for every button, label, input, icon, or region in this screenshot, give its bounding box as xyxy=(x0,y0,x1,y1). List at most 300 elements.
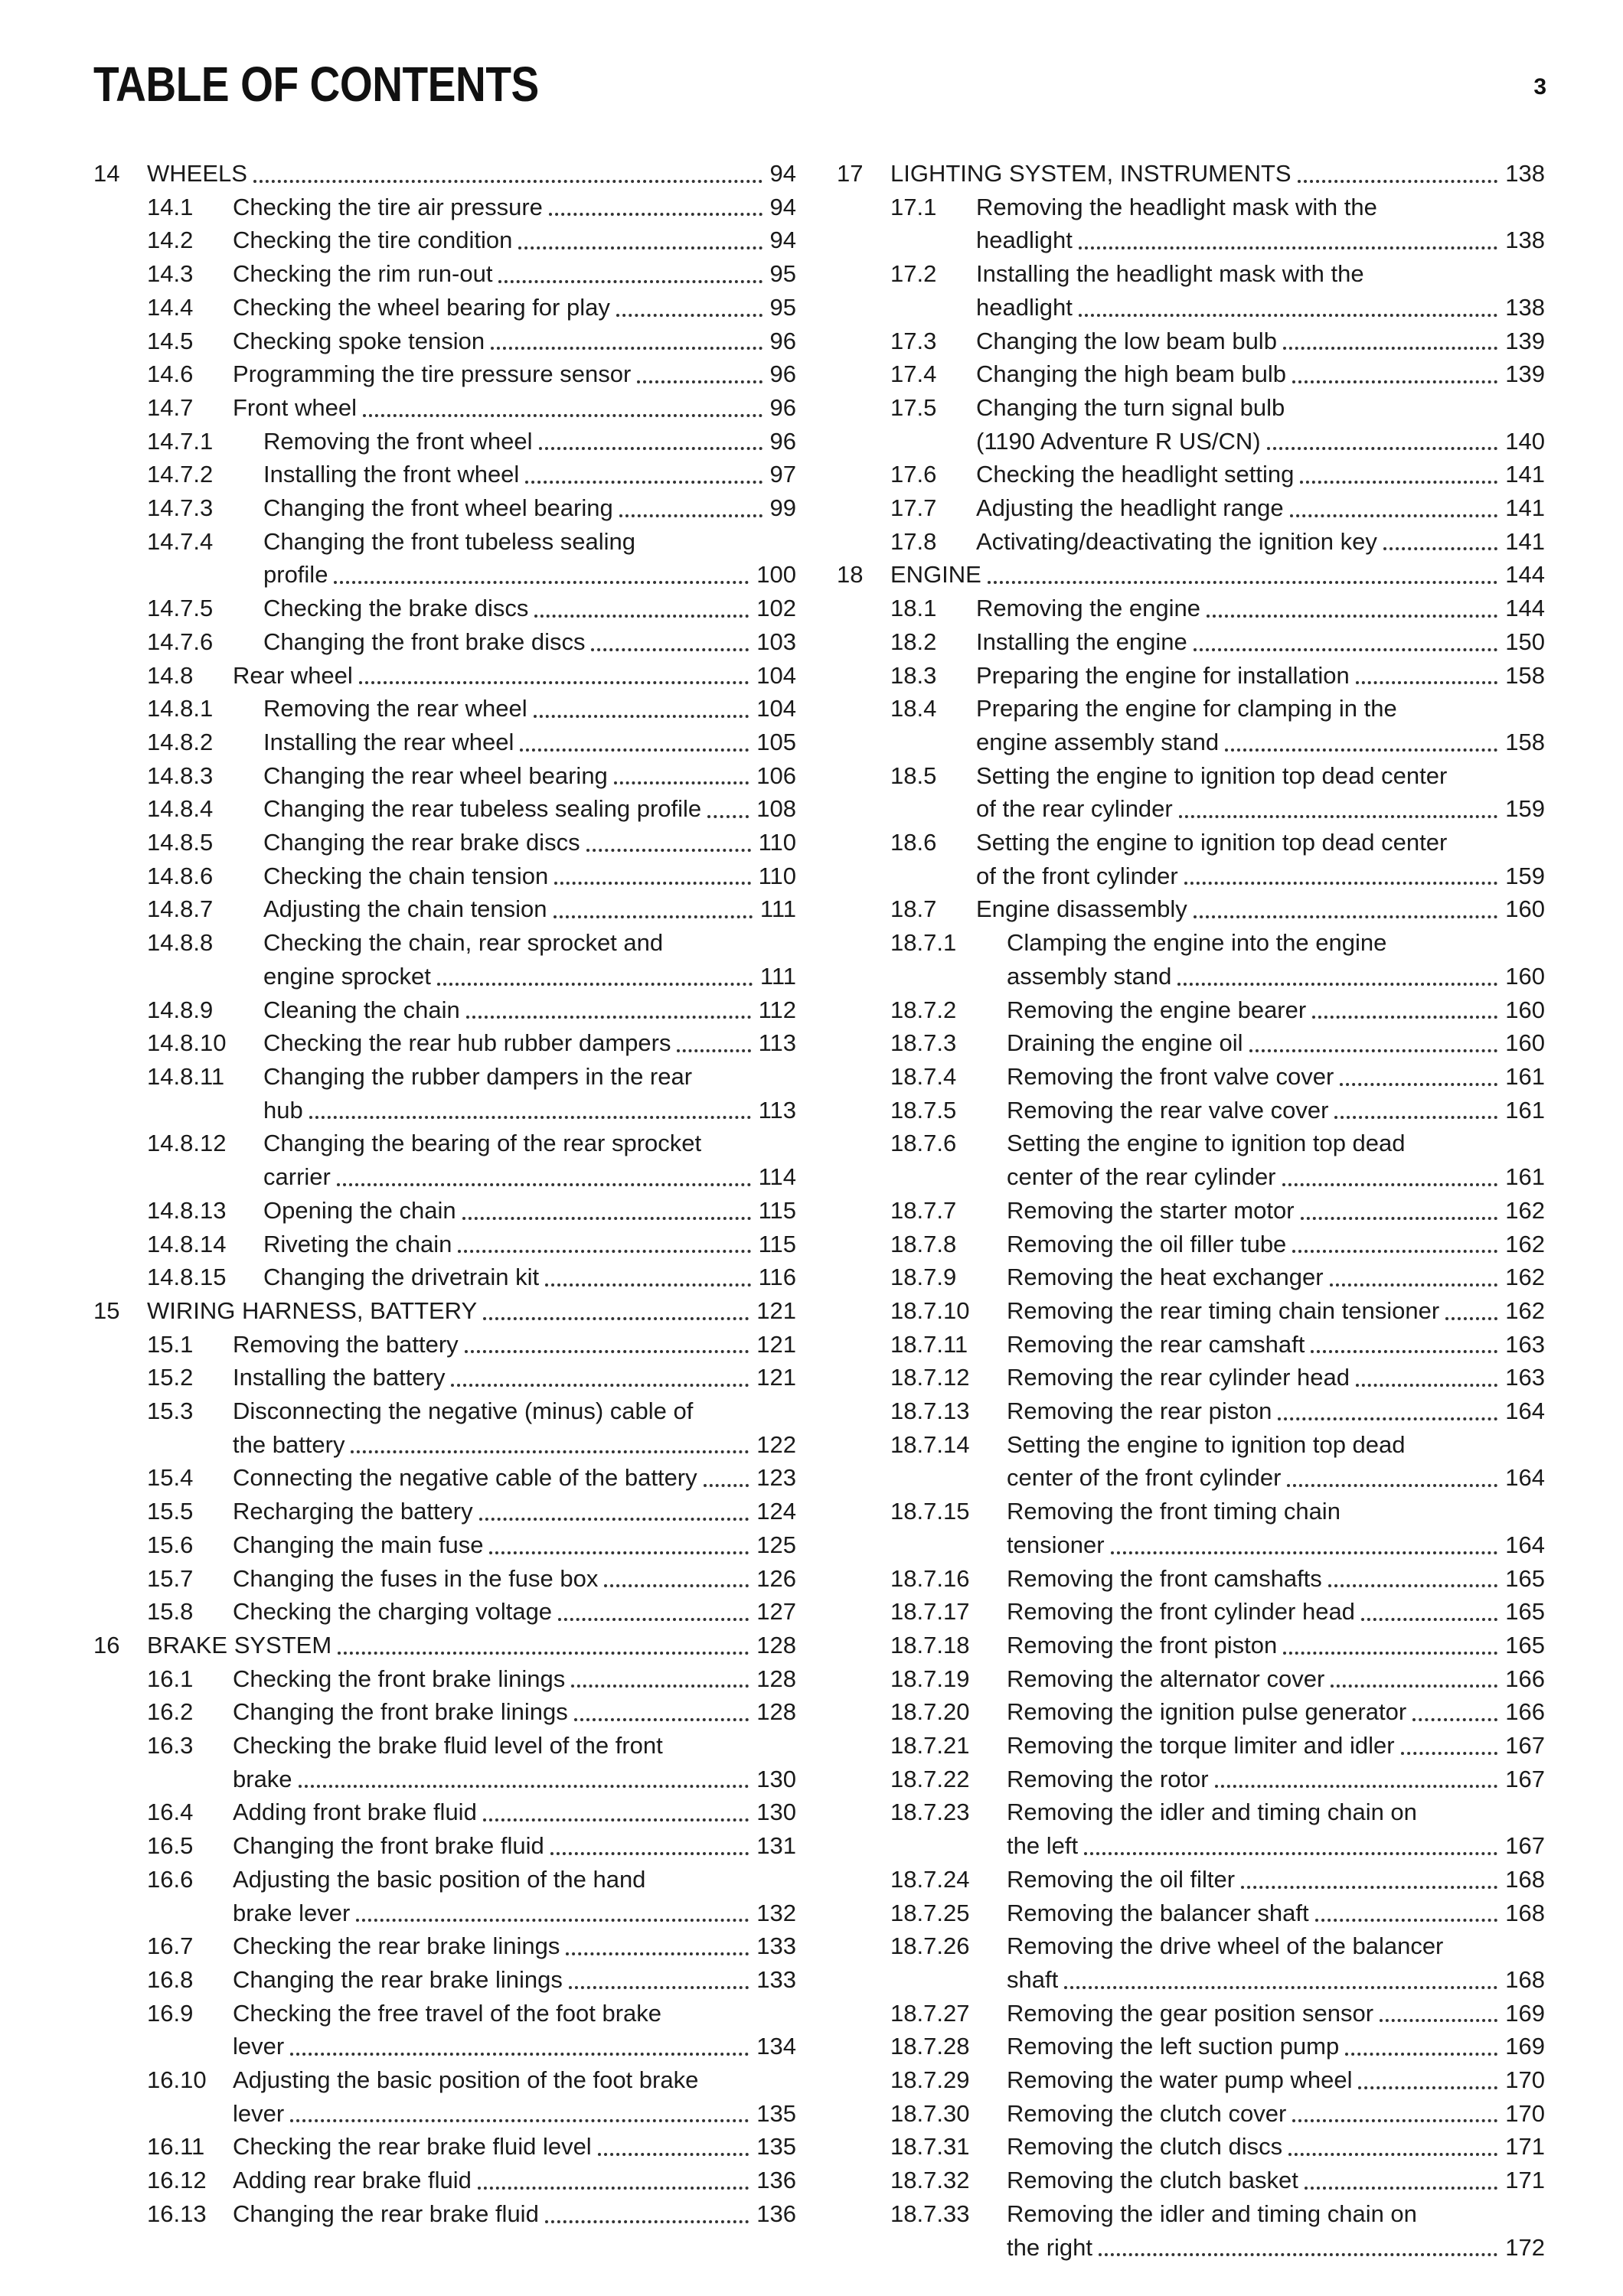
toc-entry[interactable] xyxy=(93,1060,796,1127)
toc-entry-page: 159 xyxy=(1505,795,1545,823)
dot-leader xyxy=(571,1684,749,1688)
toc-entry[interactable] xyxy=(837,357,1545,391)
toc-entry[interactable] xyxy=(93,1228,796,1261)
toc-entry-title: Changing the low beam bulb xyxy=(976,327,1277,354)
toc-entry-number: 14.7.6 xyxy=(147,628,214,655)
toc-entry-number: 18.2 xyxy=(890,628,937,655)
dot-leader xyxy=(1298,179,1498,183)
toc-entry-title: Removing the rear timing chain tensioner xyxy=(1007,1296,1440,1324)
toc-entry-number: 18.7.23 xyxy=(890,1799,970,1826)
toc-entry[interactable] xyxy=(837,1595,1545,1629)
toc-entry-page: 164 xyxy=(1505,1531,1545,1558)
dot-leader xyxy=(437,982,753,986)
dot-leader xyxy=(337,1182,751,1186)
toc-entry[interactable] xyxy=(93,325,796,358)
page-title: TABLE OF CONTENTS xyxy=(93,57,539,112)
toc-entry-number: 14 xyxy=(93,160,120,187)
toc-entry-number: 18.4 xyxy=(890,695,937,722)
toc-entry-number: 17.6 xyxy=(890,461,937,488)
toc-entry-number: 14.6 xyxy=(147,360,194,388)
toc-entry[interactable] xyxy=(93,1963,796,1997)
toc-entry-page: 165 xyxy=(1505,1564,1545,1592)
toc-entry[interactable] xyxy=(93,1729,796,1795)
toc-entry[interactable] xyxy=(837,257,1545,324)
toc-entry[interactable] xyxy=(93,458,796,491)
toc-entry-title: Removing the gear position sensor xyxy=(1007,1999,1374,2027)
dot-leader xyxy=(525,480,762,484)
toc-entry-title: Setting the engine to ignition top dead xyxy=(1007,1130,1406,1157)
toc-entry-page: 130 xyxy=(756,1799,796,1826)
toc-entry[interactable] xyxy=(93,1595,796,1629)
toc-entry[interactable] xyxy=(837,826,1545,892)
dot-leader xyxy=(1287,1483,1497,1487)
toc-entry[interactable] xyxy=(93,993,796,1027)
toc-entry-title: Preparing the engine for installation xyxy=(976,661,1350,689)
toc-entry-number: 14.7 xyxy=(147,393,194,421)
toc-entry-number: 18.7.13 xyxy=(890,1397,970,1425)
toc-entry[interactable] xyxy=(93,892,796,926)
toc-entry-number: 18.7 xyxy=(890,895,937,923)
dot-leader xyxy=(550,1851,749,1855)
dot-leader xyxy=(614,781,749,784)
toc-entry[interactable] xyxy=(837,2197,1545,2264)
dot-leader xyxy=(1267,446,1498,450)
toc-entry[interactable] xyxy=(837,2097,1545,2131)
toc-entry-title: Changing the front brake linings xyxy=(233,1698,568,1726)
toc-entry-page: 164 xyxy=(1505,1464,1545,1492)
dot-leader xyxy=(299,1784,749,1788)
toc-entry-title: Removing the engine xyxy=(976,595,1200,622)
toc-entry-number: 18.7.28 xyxy=(890,2033,970,2060)
toc-entry[interactable] xyxy=(837,892,1545,926)
toc-entry[interactable] xyxy=(93,1695,796,1729)
dot-leader xyxy=(1079,246,1497,249)
dot-leader xyxy=(704,1483,749,1487)
toc-entry-page: 132 xyxy=(756,1899,796,1926)
toc-entry-title: Adjusting the basic position of the hand xyxy=(233,1865,646,1893)
toc-entry-number: 16.5 xyxy=(147,1832,194,1860)
toc-entry[interactable] xyxy=(837,2063,1545,2097)
toc-entry-page: 122 xyxy=(756,1430,796,1458)
toc-entry[interactable] xyxy=(837,1361,1545,1394)
toc-entry[interactable] xyxy=(837,926,1545,993)
toc-entry[interactable] xyxy=(837,1026,1545,1060)
toc-entry-page: 112 xyxy=(758,996,796,1023)
toc-entry[interactable] xyxy=(837,625,1545,659)
dot-leader xyxy=(1401,1751,1498,1755)
dot-leader xyxy=(707,814,749,818)
toc-entry[interactable] xyxy=(837,1662,1545,1696)
toc-entry[interactable] xyxy=(93,926,796,993)
toc-entry-number: 18.7.29 xyxy=(890,2066,970,2094)
toc-entry[interactable] xyxy=(837,325,1545,358)
toc-entry-number: 16.13 xyxy=(147,2200,207,2227)
toc-entry[interactable] xyxy=(93,1929,796,1963)
toc-entry[interactable] xyxy=(93,1328,796,1362)
toc-entry-number: 18.7.6 xyxy=(890,1130,957,1157)
toc-entry-page: 161 xyxy=(1505,1096,1545,1124)
toc-entry-number: 18.7.15 xyxy=(890,1498,970,1525)
toc-entry-title: hub xyxy=(263,1096,303,1124)
toc-entry[interactable] xyxy=(93,1863,796,1929)
toc-entry-number: 16.9 xyxy=(147,1999,194,2027)
dot-leader xyxy=(1331,1684,1497,1688)
toc-entry-page: 166 xyxy=(1505,1698,1545,1726)
toc-entry[interactable] xyxy=(93,1528,796,1562)
toc-entry-number: 14.8.12 xyxy=(147,1130,227,1157)
dot-leader xyxy=(1315,1918,1498,1922)
toc-entry-page: 171 xyxy=(1505,2167,1545,2194)
toc-entry-page: 165 xyxy=(1505,1598,1545,1626)
toc-entry-number: 15.3 xyxy=(147,1397,194,1425)
toc-entry[interactable] xyxy=(837,2164,1545,2197)
toc-entry-number: 18.7.11 xyxy=(890,1330,968,1358)
toc-entry[interactable] xyxy=(837,458,1545,491)
toc-entry-page: 158 xyxy=(1505,661,1545,689)
toc-entry-number: 18.7.2 xyxy=(890,996,957,1023)
toc-entry-page: 121 xyxy=(756,1296,796,1324)
toc-entry-page: 96 xyxy=(769,427,796,455)
dot-leader xyxy=(1328,1583,1497,1587)
dot-leader xyxy=(549,212,763,216)
toc-entry-title: Preparing the engine for clamping in the xyxy=(976,695,1397,722)
toc-entry-page: 160 xyxy=(1505,996,1545,1023)
dot-leader xyxy=(1292,2118,1497,2122)
toc-entry-title: Installing the engine xyxy=(976,628,1187,655)
dot-leader xyxy=(338,1651,749,1655)
toc-entry[interactable] xyxy=(837,1428,1545,1495)
toc-entry-page: 169 xyxy=(1505,1999,1545,2027)
toc-entry-title: Removing the rear piston xyxy=(1007,1397,1272,1425)
toc-entry-title: Changing the front brake discs xyxy=(263,628,586,655)
dot-leader xyxy=(1292,1249,1497,1253)
toc-entry-number: 14.8.7 xyxy=(147,895,214,923)
toc-entry-number: 14.8.1 xyxy=(147,695,214,722)
toc-entry[interactable] xyxy=(837,1060,1545,1094)
toc-entry[interactable] xyxy=(93,1026,796,1060)
toc-entry-title: shaft xyxy=(1007,1965,1059,1993)
toc-entry-page: 133 xyxy=(756,1965,796,1993)
toc-entry-page: 136 xyxy=(756,2167,796,2194)
dot-leader xyxy=(518,246,762,249)
toc-entry-page: 121 xyxy=(756,1364,796,1391)
toc-entry-title: Removing the balancer shaft xyxy=(1007,1899,1309,1926)
toc-entry-page: 135 xyxy=(756,2099,796,2127)
dot-leader xyxy=(1111,1551,1498,1554)
toc-entry[interactable] xyxy=(837,1997,1545,2030)
toc-entry[interactable] xyxy=(837,157,1545,191)
toc-entry-number: 16.4 xyxy=(147,1799,194,1826)
dot-leader xyxy=(465,1349,749,1353)
toc-entry-page: 165 xyxy=(1505,1631,1545,1658)
toc-entry[interactable] xyxy=(93,2197,796,2231)
dot-leader xyxy=(1292,380,1497,383)
toc-entry-page: 126 xyxy=(756,1564,796,1592)
toc-entry[interactable] xyxy=(93,223,796,257)
dot-leader xyxy=(458,1249,750,1253)
toc-entry-page: 163 xyxy=(1505,1330,1545,1358)
dot-leader xyxy=(1445,1316,1497,1320)
toc-entry-number: 18.6 xyxy=(890,829,937,856)
toc-entry-title: Removing the clutch basket xyxy=(1007,2167,1298,2194)
toc-entry[interactable] xyxy=(93,2164,796,2197)
toc-entry-page: 115 xyxy=(758,1196,796,1224)
toc-entry-number: 17.4 xyxy=(890,360,937,388)
toc-entry[interactable] xyxy=(837,1228,1545,1261)
dot-leader xyxy=(491,346,762,350)
toc-entry-title: Removing the front cylinder head xyxy=(1007,1598,1355,1626)
toc-entry[interactable] xyxy=(837,191,1545,257)
toc-entry[interactable] xyxy=(837,1261,1545,1294)
toc-entry-number: 18.1 xyxy=(890,595,937,622)
toc-entry[interactable] xyxy=(837,592,1545,625)
toc-entry-title: Changing the front wheel bearing xyxy=(263,494,613,522)
toc-entry-page: 134 xyxy=(756,2033,796,2060)
toc-entry[interactable] xyxy=(93,191,796,224)
dot-leader xyxy=(558,1617,749,1621)
toc-entry-number: 15.4 xyxy=(147,1464,194,1492)
toc-entry-title: Checking spoke tension xyxy=(233,327,485,354)
toc-entry[interactable] xyxy=(93,1461,796,1495)
toc-entry[interactable] xyxy=(837,1695,1545,1729)
toc-entry-number: 18.7.3 xyxy=(890,1029,957,1057)
toc-entry-number: 16.8 xyxy=(147,1965,194,1993)
toc-entry[interactable] xyxy=(93,792,796,826)
toc-entry-title: Checking the headlight setting xyxy=(976,461,1295,488)
toc-entry-page: 96 xyxy=(769,360,796,388)
toc-entry[interactable] xyxy=(93,491,796,525)
toc-entry[interactable] xyxy=(837,1929,1545,1996)
toc-entry[interactable] xyxy=(837,1127,1545,1193)
dot-leader xyxy=(1084,1851,1497,1855)
toc-entry[interactable] xyxy=(837,993,1545,1027)
toc-entry-title: Removing the engine bearer xyxy=(1007,996,1307,1023)
toc-entry-title: Changing the bearing of the rear sprocket xyxy=(263,1130,702,1157)
toc-entry-number: 14.8.3 xyxy=(147,762,214,789)
toc-entry[interactable] xyxy=(93,692,796,726)
toc-entry-number: 17 xyxy=(837,160,864,187)
toc-entry[interactable] xyxy=(837,659,1545,693)
dot-leader xyxy=(591,647,749,651)
toc-entry[interactable] xyxy=(93,2130,796,2164)
toc-entry-page: 162 xyxy=(1505,1264,1545,1291)
dot-leader xyxy=(1356,1383,1497,1387)
toc-entry[interactable] xyxy=(837,1194,1545,1228)
toc-entry-title: Removing the water pump wheel xyxy=(1007,2066,1353,2094)
toc-entry-title: Removing the torque limiter and idler xyxy=(1007,1732,1395,1760)
toc-entry[interactable] xyxy=(837,1729,1545,1763)
toc-entry-title: Changing the front brake fluid xyxy=(233,1832,544,1860)
toc-entry[interactable] xyxy=(837,1495,1545,1561)
toc-entry-title: Engine disassembly xyxy=(976,895,1187,923)
toc-entry-page: 104 xyxy=(756,661,796,689)
toc-entry-number: 14.8.9 xyxy=(147,996,214,1023)
dot-leader xyxy=(1099,2252,1497,2256)
toc-entry[interactable] xyxy=(93,859,796,893)
toc-entry[interactable] xyxy=(93,1194,796,1228)
toc-entry[interactable] xyxy=(93,1662,796,1696)
toc-entry-number: 15.2 xyxy=(147,1364,194,1391)
toc-entry[interactable] xyxy=(93,525,796,592)
toc-entry-title: Changing the rear brake discs xyxy=(263,829,580,856)
toc-entry[interactable] xyxy=(93,2063,796,2130)
toc-entry-number: 14.8.6 xyxy=(147,862,214,889)
toc-entry-title: Removing the starter motor xyxy=(1007,1196,1295,1224)
toc-entry-number: 17.5 xyxy=(890,393,937,421)
dot-leader xyxy=(483,1316,749,1320)
toc-entry[interactable] xyxy=(93,1361,796,1394)
toc-entry[interactable] xyxy=(93,357,796,391)
toc-entry-page: 96 xyxy=(769,327,796,354)
toc-entry-number: 18.7.30 xyxy=(890,2099,970,2127)
toc-entry[interactable] xyxy=(837,491,1545,525)
toc-entry-number: 14.8.2 xyxy=(147,728,214,755)
toc-entry-title: Removing the battery xyxy=(233,1330,459,1358)
toc-entry[interactable] xyxy=(93,1795,796,1829)
toc-entry-title: Setting the engine to ignition top dead center xyxy=(976,829,1448,856)
toc-entry-number: 18.7.12 xyxy=(890,1364,970,1391)
toc-entry[interactable] xyxy=(837,1294,1545,1328)
toc-entry-number: 16.6 xyxy=(147,1865,194,1893)
toc-entry-number: 18.7.26 xyxy=(890,1932,970,1960)
toc-entry[interactable] xyxy=(93,391,796,425)
toc-entry[interactable] xyxy=(837,1629,1545,1662)
dot-leader xyxy=(1312,1015,1497,1019)
toc-entry[interactable] xyxy=(93,592,796,625)
toc-entry-page: 128 xyxy=(756,1698,796,1726)
toc-entry[interactable] xyxy=(837,692,1545,758)
toc-entry-number: 16 xyxy=(93,1631,120,1658)
toc-entry-title: Removing the idler and timing chain on xyxy=(1007,1799,1417,1826)
toc-entry-page: 123 xyxy=(756,1464,796,1492)
toc-entry[interactable] xyxy=(93,625,796,659)
toc-entry-number: 18.7.31 xyxy=(890,2133,970,2161)
toc-entry-title: the right xyxy=(1007,2233,1093,2261)
toc-entry[interactable] xyxy=(93,1261,796,1294)
toc-entry[interactable] xyxy=(93,659,796,693)
toc-entry[interactable] xyxy=(837,525,1545,559)
toc-entry[interactable] xyxy=(837,2130,1545,2164)
toc-entry[interactable] xyxy=(93,291,796,325)
toc-entry-title: Checking the rear brake fluid level xyxy=(233,2133,592,2161)
toc-entry[interactable] xyxy=(93,1127,796,1193)
toc-entry-page: 138 xyxy=(1505,293,1545,321)
toc-entry-page: 159 xyxy=(1505,862,1545,889)
toc-entry-number: 14.8.15 xyxy=(147,1264,227,1291)
dot-leader xyxy=(604,1583,749,1587)
toc-entry-title: Checking the tire air pressure xyxy=(233,193,543,220)
dot-leader xyxy=(1177,982,1497,986)
toc-entry-number: 14.8 xyxy=(147,661,194,689)
toc-entry[interactable] xyxy=(837,1763,1545,1796)
dot-leader xyxy=(574,1717,749,1721)
toc-entry[interactable] xyxy=(93,1495,796,1528)
toc-entry-title: profile xyxy=(263,561,328,589)
toc-entry[interactable] xyxy=(93,1294,796,1328)
toc-entry-number: 18.7.4 xyxy=(890,1062,957,1090)
toc-entry[interactable] xyxy=(837,391,1545,458)
dot-leader xyxy=(534,614,749,618)
toc-entry-number: 18.3 xyxy=(890,661,937,689)
toc-entry-title: Removing the alternator cover xyxy=(1007,1665,1325,1692)
toc-entry[interactable] xyxy=(93,1562,796,1596)
toc-entry[interactable] xyxy=(837,1394,1545,1428)
toc-entry-page: 110 xyxy=(758,862,796,889)
dot-leader xyxy=(1356,680,1498,684)
toc-entry[interactable] xyxy=(93,1829,796,1863)
toc-entry-title: Removing the oil filler tube xyxy=(1007,1230,1287,1257)
toc-entry-title: Removing the headlight mask with the xyxy=(976,193,1377,220)
toc-entry-title: Removing the rear camshaft xyxy=(1007,1330,1305,1358)
toc-entry-number: 14.1 xyxy=(147,193,194,220)
toc-entry-page: 94 xyxy=(769,227,796,254)
toc-entry[interactable] xyxy=(837,1863,1545,1896)
dot-leader xyxy=(356,1918,749,1922)
toc-entry-title: WHEELS xyxy=(147,160,247,187)
toc-entry[interactable] xyxy=(93,1629,796,1662)
toc-entry[interactable] xyxy=(837,1328,1545,1362)
toc-entry-page: 131 xyxy=(756,1832,796,1860)
toc-entry-title: brake xyxy=(233,1765,292,1792)
toc-entry[interactable] xyxy=(837,1896,1545,1930)
toc-entry[interactable] xyxy=(93,1394,796,1461)
toc-entry-number: 18.7.8 xyxy=(890,1230,957,1257)
dot-leader xyxy=(637,380,762,383)
toc-entry-title: Removing the drive wheel of the balancer xyxy=(1007,1932,1444,1960)
toc-entry-title: Checking the front brake linings xyxy=(233,1665,566,1692)
toc-entry-title: Removing the front piston xyxy=(1007,1631,1278,1658)
toc-entry-page: 168 xyxy=(1505,1965,1545,1993)
toc-entry-title: of the front cylinder xyxy=(976,862,1178,889)
toc-entry[interactable] xyxy=(837,759,1545,826)
dot-leader xyxy=(619,514,763,517)
toc-entry[interactable] xyxy=(93,157,796,191)
dot-leader xyxy=(554,915,753,918)
toc-entry[interactable] xyxy=(837,1795,1545,1862)
toc-entry[interactable] xyxy=(93,726,796,759)
toc-entry[interactable] xyxy=(837,1094,1545,1127)
toc-entry-page: 141 xyxy=(1505,527,1545,555)
toc-entry-number: 18.7.10 xyxy=(890,1296,970,1324)
toc-entry-title: Installing the battery xyxy=(233,1364,446,1391)
toc-entry[interactable] xyxy=(837,558,1545,592)
dot-leader xyxy=(1179,814,1498,818)
dot-leader xyxy=(1380,2018,1497,2022)
toc-entry[interactable] xyxy=(837,2030,1545,2063)
toc-entry-number: 14.8.10 xyxy=(147,1029,227,1057)
toc-entry[interactable] xyxy=(837,1562,1545,1596)
toc-entry[interactable] xyxy=(93,1997,796,2063)
toc-entry-number: 16.11 xyxy=(147,2133,205,2161)
toc-entry-page: 158 xyxy=(1505,728,1545,755)
toc-entry-title: headlight xyxy=(976,227,1073,254)
toc-entry-title: Checking the brake fluid level of the front xyxy=(233,1732,663,1760)
toc-entry-page: 169 xyxy=(1505,2033,1545,2060)
toc-entry-number: 15 xyxy=(93,1296,120,1324)
toc-entry-number: 14.8.11 xyxy=(147,1062,225,1090)
dot-leader xyxy=(545,2219,749,2223)
toc-entry[interactable] xyxy=(93,425,796,458)
toc-entry-title: (1190 Adventure R US/CN) xyxy=(976,427,1261,455)
toc-entry-title: Removing the rotor xyxy=(1007,1765,1209,1792)
toc-entry[interactable] xyxy=(93,826,796,859)
toc-entry-title: Removing the clutch discs xyxy=(1007,2133,1283,2161)
toc-entry[interactable] xyxy=(93,759,796,793)
toc-entry[interactable] xyxy=(93,257,796,291)
dot-leader xyxy=(988,580,1497,584)
toc-entry-page: 113 xyxy=(758,1096,796,1124)
toc-entry-title: WIRING HARNESS, BATTERY xyxy=(147,1296,478,1324)
